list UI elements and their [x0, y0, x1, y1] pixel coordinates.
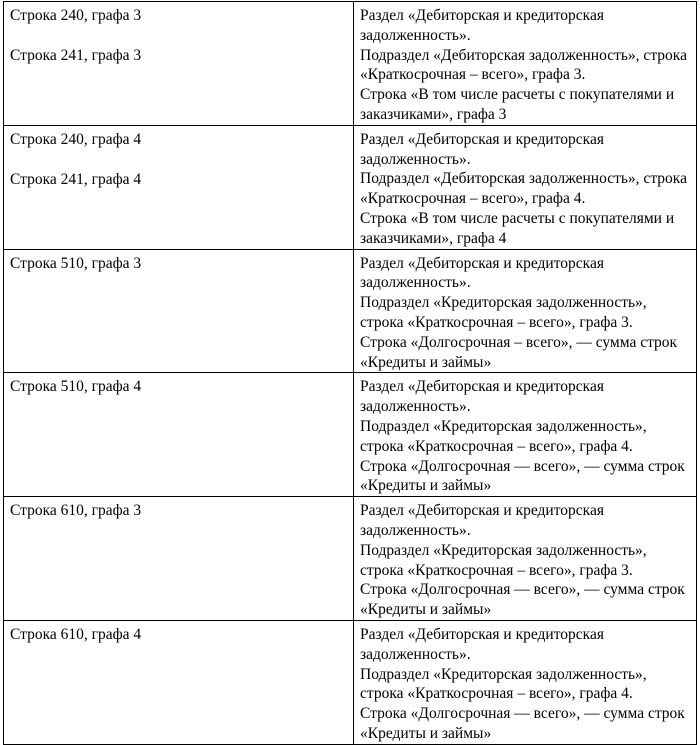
table-row: [4, 373, 697, 497]
table-row: [4, 249, 697, 373]
subsection-line: Подраздел «Кредиторская задолженность», строка «Краткосрочная – всего», графа 4.: [360, 417, 647, 455]
table-row: [4, 2, 697, 126]
section-line: Раздел «Дебиторская и кредиторская задолженность».: [360, 378, 604, 416]
line-detail: Строка «Долгосрочная — всего», — сумма строк «Кредиты и займы»: [360, 705, 685, 742]
line-detail: Строка «В том числе расчеты с покупателями и заказчиками», графа 3: [360, 86, 675, 123]
row-code: Строка 240, графа 4: [10, 130, 142, 148]
section-line: Раздел «Дебиторская и кредиторская задолженность».: [360, 502, 604, 539]
row-description-cell: [354, 249, 697, 373]
table-row: [4, 497, 697, 621]
table-row: [4, 125, 697, 249]
row-code-cell: [4, 497, 354, 621]
row-code-cell: [4, 2, 354, 126]
row-code: Строка 240, графа 3: [10, 7, 142, 24]
subsection-line: Подраздел «Кредиторская задолженность», строка «Краткосрочная – всего», графа 3.: [360, 541, 647, 579]
row-code-cell: [4, 373, 354, 497]
row-code-cell: [4, 125, 354, 249]
mapping-table-body: [4, 2, 697, 745]
row-code: Строка 510, графа 3: [10, 254, 142, 272]
row-code: Строка 241, графа 3: [10, 46, 142, 64]
row-code-cell: [4, 620, 354, 744]
subsection-line: Подраздел «Кредиторская задолженность», строка «Краткосрочная – всего», графа 4.: [360, 665, 647, 703]
row-description-cell: [354, 125, 697, 249]
section-line: Раздел «Дебиторская и кредиторская задолженность».: [360, 130, 604, 168]
mapping-table: [3, 1, 697, 745]
line-detail: Строка «В том числе расчеты с покупателями и заказчиками», графа 4: [360, 209, 675, 247]
row-description-cell: [354, 2, 697, 126]
row-code: Строка 610, графа 3: [10, 502, 142, 520]
table-row: [4, 620, 697, 744]
section-line: Раздел «Дебиторская и кредиторская задолженность».: [360, 625, 604, 663]
line-detail: Строка «Долгосрочная – всего», — сумма строк «Кредиты и займы»: [360, 333, 678, 371]
row-code-cell: [4, 249, 354, 373]
subsection-line: Подраздел «Дебиторская задолженность», строка «Краткосрочная – всего», графа 4.: [360, 170, 687, 208]
row-description-cell: [354, 497, 697, 621]
section-line: Раздел «Дебиторская и кредиторская задолженность».: [360, 7, 604, 44]
section-line: Раздел «Дебиторская и кредиторская задолженность».: [360, 254, 604, 292]
row-description-cell: [354, 620, 697, 744]
subsection-line: Подраздел «Кредиторская задолженность», строка «Краткосрочная – всего», графа 3.: [360, 294, 647, 331]
row-description-cell: [354, 373, 697, 497]
row-code: Строка 241, графа 4: [10, 170, 142, 188]
row-code: Строка 510, графа 4: [10, 378, 142, 396]
line-detail: Строка «Долгосрочная — всего», — сумма строк «Кредиты и займы»: [360, 457, 685, 495]
row-code: Строка 610, графа 4: [10, 625, 142, 643]
line-detail: Строка «Долгосрочная — всего», — сумма строк «Кредиты и займы»: [360, 581, 685, 619]
subsection-line: Подраздел «Дебиторская задолженность», строка «Краткосрочная – всего», графа 3.: [360, 46, 687, 84]
